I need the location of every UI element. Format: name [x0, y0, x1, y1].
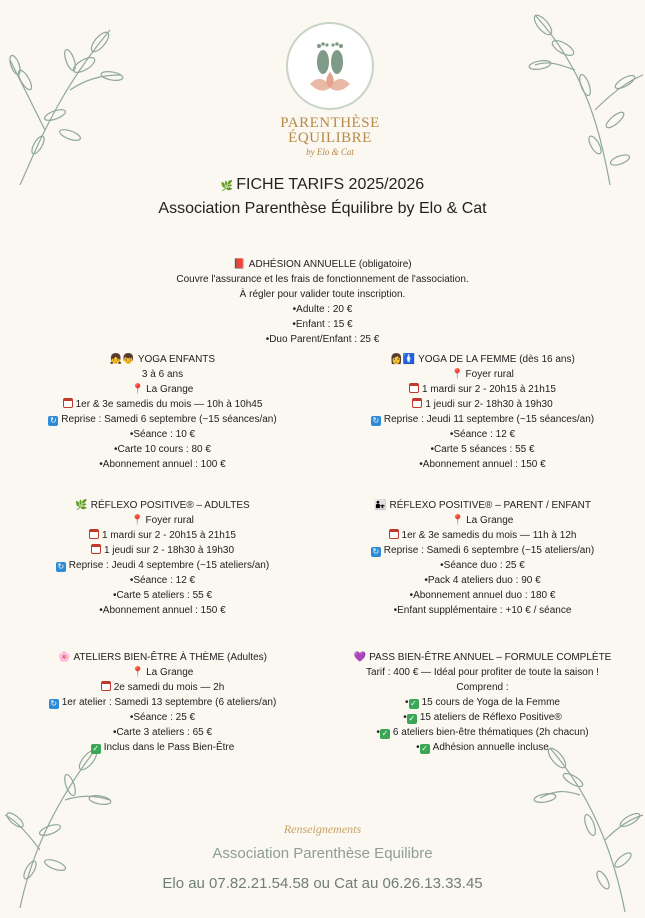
reflexo-parent-reprise: ↻ Reprise : Samedi 6 septembre (~15 ateliers/an): [372, 545, 595, 556]
reflexo-adultes-horaire: 1 jeudi sur 2 - 18h30 à 19h30: [30, 543, 295, 558]
leaf-icon: 🌿: [220, 181, 234, 192]
yoga-femme-tarif: •Séance : 12 €: [449, 429, 516, 440]
adhesion-line: •Duo Parent/Enfant : 25 €: [265, 334, 380, 345]
page-subtitle: Association Parenthèse Équilibre by Elo & Cat: [158, 200, 487, 217]
ateliers-horaire: 2e samedi du mois — 2h: [25, 680, 300, 695]
yoga-enfants-tarif: •Abonnement annuel : 100 €: [99, 459, 226, 470]
check-icon: ✓: [381, 729, 389, 738]
calendar-icon: [89, 529, 99, 539]
pass-item: • ✓ 15 ateliers de Réflexo Positive®: [403, 712, 562, 723]
calendar-icon: [412, 398, 422, 408]
repeat-icon: ↻: [372, 547, 380, 556]
yoga-femme-tarif: •Abonnement annuel : 150 €: [419, 459, 546, 470]
children-icon: 👧👦: [109, 354, 135, 365]
ateliers-title: 🌸 ATELIERS BIEN-ÊTRE À THÈME (Adultes): [57, 652, 268, 663]
reflexo-parent-lieu: 📍 La Grange: [451, 515, 514, 526]
ateliers-tarif: •Carte 3 ateliers : 65 €: [112, 727, 213, 738]
check-icon: ✓: [408, 714, 416, 723]
yoga-femme-horaire: 1 jeudi sur 2- 18h30 à 19h30: [350, 397, 615, 412]
pin-icon: 📍: [131, 515, 144, 526]
yoga-femme-title: 👩🚺 YOGA DE LA FEMME (dès 16 ans): [390, 354, 575, 365]
purple-heart-icon: 💜: [353, 652, 367, 663]
leaf-icon: 🌿: [75, 500, 88, 511]
pass-section: [335, 650, 630, 755]
family-icon: 👨‍👧: [374, 500, 387, 511]
repeat-icon: ↻: [50, 699, 58, 708]
yoga-femme-horaire: 1 mardi sur 2 - 20h15 à 21h15: [350, 382, 615, 397]
flower-icon: 🌸: [57, 652, 71, 663]
pin-icon: 📍: [131, 384, 145, 395]
pass-comprend: Comprend :: [456, 682, 509, 693]
yoga-femme-tarif: •Carte 5 séances : 55 €: [430, 444, 535, 455]
check-icon: ✓: [421, 744, 428, 753]
woman-icon: 👩🚺: [390, 354, 416, 365]
logo-circle: [286, 22, 374, 110]
adhesion-line: Couvre l'assurance et les frais de fonctionnement de l'association.: [176, 274, 469, 285]
adhesion-line: •Adulte : 20 €: [292, 304, 353, 315]
adhesion-line: À régler pour valider toute inscription.: [239, 289, 406, 300]
yoga-enfants-tarif: •Séance : 10 €: [129, 429, 196, 440]
pass-item: • ✓ 15 cours de Yoga de la Femme: [405, 697, 560, 708]
reflexo-parent-horaire: 1er & 3e samedis du mois — 11h à 12h: [340, 528, 625, 543]
yoga-enfants-tarif: •Carte 10 cours : 80 €: [114, 444, 211, 455]
ateliers-inclus: ✓ Inclus dans le Pass Bien-Être: [92, 742, 235, 753]
branch-top-right-decoration: [515, 10, 645, 190]
repeat-icon: ↻: [49, 416, 57, 425]
yoga-femme-reprise: ↻ Reprise : Jeudi 11 septembre (~15 séances/an): [372, 414, 595, 425]
calendar-icon: [409, 383, 419, 393]
reflexo-adultes-lieu: 📍 Foyer rural: [131, 515, 194, 526]
yoga-enfants-section: [30, 352, 295, 472]
yoga-femme-lieu: 📍 Foyer rural: [451, 369, 514, 380]
calendar-icon: [63, 398, 73, 408]
feet-lotus-icon: [288, 24, 372, 108]
reflexo-adultes-title: 🌿 RÉFLEXO POSITIVE® – ADULTES: [75, 500, 250, 511]
check-icon: ✓: [410, 699, 417, 708]
pin-icon: 📍: [451, 369, 464, 380]
yoga-enfants-age: 3 à 6 ans: [141, 369, 184, 380]
repeat-icon: ↻: [57, 562, 65, 571]
adhesion-section: [120, 257, 525, 347]
adhesion-line: •Enfant : 15 €: [292, 319, 353, 330]
pass-tarif: Tarif : 400 € — Idéal pour profiter de toute la saison !: [366, 667, 599, 678]
yoga-femme-section: [350, 352, 615, 472]
reflexo-adultes-horaire: 1 mardi sur 2 - 20h15 à 21h15: [30, 528, 295, 543]
reflexo-adultes-tarif: •Abonnement annuel : 150 €: [99, 605, 226, 616]
ateliers-tarif: •Séance : 25 €: [129, 712, 196, 723]
reflexo-adultes-reprise: ↻ Reprise : Jeudi 4 septembre (~15 ateliers/an): [57, 560, 270, 571]
reflexo-adultes-tarif: •Carte 5 ateliers : 55 €: [112, 590, 213, 601]
calendar-icon: [91, 544, 101, 554]
ateliers-section: [25, 650, 300, 755]
brand-name-line1: PARENTHÈSE: [280, 115, 380, 131]
reflexo-parent-title: 👨‍👧 RÉFLEXO POSITIVE® – PARENT / ENFANT: [374, 500, 591, 511]
page-title: 🌿 FICHE TARIFS 2025/2026: [220, 176, 425, 193]
yoga-enfants-horaire: 1er & 3e samedis du mois — 10h à 10h45: [30, 397, 295, 412]
pass-item: • ✓ 6 ateliers bien-être thématiques (2h chacun): [376, 727, 589, 738]
brand-logo: [275, 22, 385, 158]
calendar-icon: [389, 529, 399, 539]
reflexo-parent-section: [340, 498, 625, 618]
book-icon: 📕: [233, 259, 246, 270]
reflexo-parent-tarif: •Séance duo : 25 €: [440, 560, 525, 571]
ateliers-reprise: ↻ 1er atelier : Samedi 13 septembre (6 ateliers/an): [50, 697, 277, 708]
yoga-enfants-lieu: 📍 La Grange: [131, 384, 194, 395]
footer-association: Association Parenthèse Equilibre: [212, 845, 433, 862]
calendar-icon: [101, 681, 111, 691]
pin-icon: 📍: [451, 515, 465, 526]
adhesion-title: 📕 ADHÉSION ANNUELLE (obligatoire): [233, 259, 412, 270]
pass-title: 💜 PASS BIEN-ÊTRE ANNUEL – FORMULE COMPLÈTE: [353, 652, 612, 663]
branch-top-left-decoration: [0, 20, 130, 190]
yoga-enfants-title: 👧👦 YOGA ENFANTS: [109, 354, 216, 365]
reflexo-parent-tarif: •Abonnement annuel duo : 180 €: [409, 590, 556, 601]
brand-name-line2: ÉQUILIBRE: [288, 130, 372, 146]
check-icon: ✓: [92, 744, 100, 753]
reflexo-adultes-tarif: •Séance : 12 €: [129, 575, 196, 586]
reflexo-adultes-section: [30, 498, 295, 618]
reflexo-parent-tarif: •Enfant supplémentaire : +10 € / séance: [393, 605, 572, 616]
brand-tagline: by Elo & Cat: [306, 147, 354, 157]
repeat-icon: ↻: [372, 416, 380, 425]
pass-item: • ✓ Adhésion annuelle incluse: [416, 742, 549, 753]
reflexo-parent-tarif: •Pack 4 ateliers duo : 90 €: [424, 575, 541, 586]
pin-icon: 📍: [131, 667, 145, 678]
footer-phones: Elo au 07.82.21.54.58 ou Cat au 06.26.13.33.45: [162, 875, 483, 892]
yoga-enfants-reprise: ↻ Reprise : Samedi 6 septembre (~15 séances/an): [49, 414, 277, 425]
ateliers-lieu: 📍 La Grange: [131, 667, 194, 678]
footer-renseignements: Renseignements: [283, 822, 362, 836]
